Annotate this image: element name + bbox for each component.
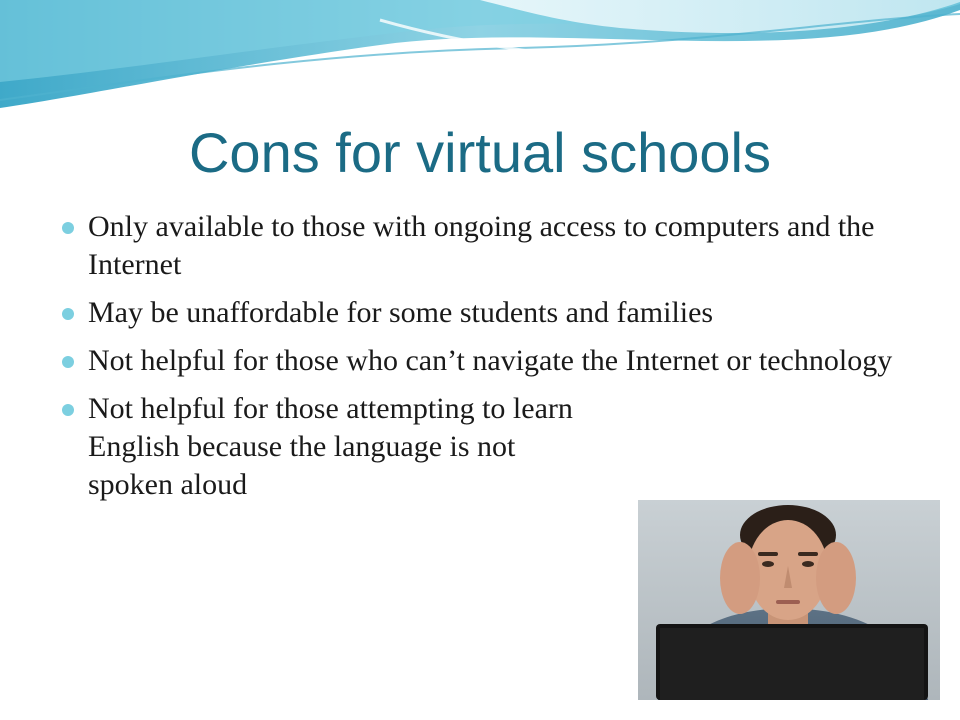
bullet-item <box>60 294 900 332</box>
header-wave-decoration <box>0 0 960 120</box>
stressed-man-photo <box>638 500 940 700</box>
bullet-item <box>60 390 900 504</box>
bullet-text: Not helpful for those who can’t navigate the Internet or technology <box>88 344 893 377</box>
bullet-dot-icon <box>62 404 74 416</box>
bullet-text: Only available to those with ongoing access to computers and the Internet <box>88 210 875 281</box>
bullet-text: May be unaffordable for some students and families <box>88 296 714 329</box>
bullet-text: Not helpful for those attempting to learn English because the language is not spoken aloud <box>88 392 573 501</box>
bullet-item <box>60 342 900 380</box>
bullet-item <box>60 208 900 284</box>
bullet-list <box>60 208 900 514</box>
slide-title: Cons for virtual schools <box>188 121 771 184</box>
bullet-dot-icon <box>62 308 74 320</box>
bullet-dot-icon <box>62 222 74 234</box>
bullet-dot-icon <box>62 356 74 368</box>
